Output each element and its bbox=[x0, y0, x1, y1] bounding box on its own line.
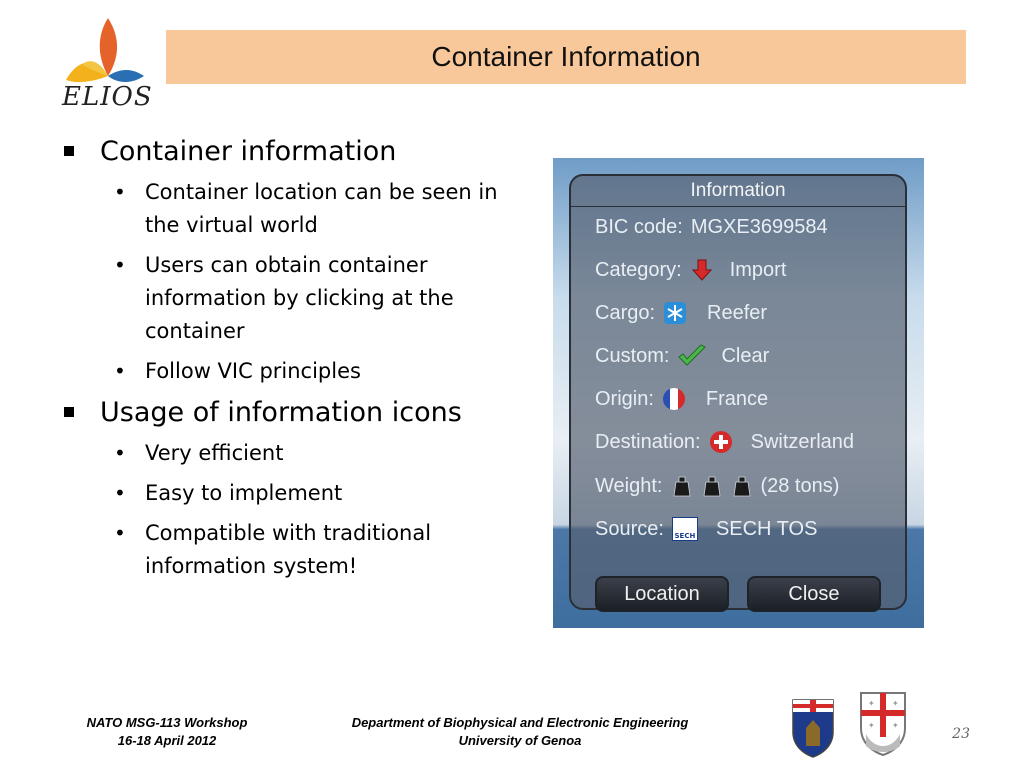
checkmark-icon bbox=[677, 344, 707, 368]
svg-text:✦: ✦ bbox=[868, 699, 875, 708]
bic-code-row: BIC code: MGXE3699584 bbox=[595, 215, 828, 238]
footer-department: Department of Biophysical and Electronic Engineering University of Genoa bbox=[351, 715, 689, 748]
page-title: Container Information bbox=[431, 41, 701, 72]
dot-bullet-icon: • bbox=[114, 359, 126, 383]
close-button[interactable]: Close bbox=[747, 576, 881, 612]
panel-header: Information bbox=[571, 176, 905, 207]
cargo-row: Cargo: Reefer bbox=[595, 301, 768, 324]
sub-bullet: • Easy to implement bbox=[62, 477, 512, 510]
switzerland-flag-icon bbox=[709, 430, 733, 454]
snowflake-icon bbox=[663, 301, 687, 325]
sech-logo-icon: SECH bbox=[672, 517, 698, 541]
category-row: Category: Import bbox=[595, 258, 787, 281]
source-row: Source: SECH SECH TOS bbox=[595, 517, 818, 540]
dot-bullet-icon: • bbox=[114, 180, 126, 204]
france-flag-icon bbox=[662, 387, 686, 411]
bullet-list bbox=[62, 134, 512, 590]
title-bar bbox=[166, 30, 966, 84]
bullet-usage-of-icons: Usage of information icons bbox=[62, 395, 512, 431]
sub-bullet: • Container location can be seen in the virtual world bbox=[62, 176, 512, 242]
footer-workshop: NATO MSG-113 Workshop 16-18 April 2012 bbox=[86, 715, 248, 748]
sub-bullet: • Compatible with traditional information system! bbox=[62, 517, 512, 583]
svg-text:✦: ✦ bbox=[892, 699, 899, 708]
square-bullet-icon bbox=[64, 146, 74, 156]
dot-bullet-icon: • bbox=[114, 481, 126, 505]
svg-text:✦: ✦ bbox=[868, 721, 875, 730]
svg-text:✦: ✦ bbox=[892, 721, 899, 730]
information-panel bbox=[569, 174, 907, 610]
virtual-world-screenshot bbox=[553, 158, 924, 628]
sub-bullet: • Users can obtain container information by clicking at the container bbox=[62, 249, 512, 348]
square-bullet-icon bbox=[64, 407, 74, 417]
import-arrow-icon bbox=[690, 258, 714, 282]
dot-bullet-icon: • bbox=[114, 253, 126, 277]
university-crest-icon bbox=[858, 690, 908, 756]
genoa-crest-icon bbox=[790, 696, 836, 758]
sub-bullet: • Very efficient bbox=[62, 437, 512, 470]
origin-row: Origin: France bbox=[595, 387, 769, 410]
weight-row: Weight: (28 tons) bbox=[595, 474, 840, 497]
custom-row: Custom: Clear bbox=[595, 344, 770, 367]
location-button[interactable]: Location bbox=[595, 576, 729, 612]
bullet-container-information: Container information bbox=[62, 134, 512, 170]
weight-icon bbox=[670, 474, 756, 498]
dot-bullet-icon: • bbox=[114, 521, 126, 545]
logo-text: ELIOS bbox=[62, 82, 153, 112]
page-number: 23 bbox=[952, 726, 970, 742]
dot-bullet-icon: • bbox=[114, 441, 126, 465]
destination-row: Destination: Switzerland bbox=[595, 430, 855, 453]
sub-bullet: • Follow VIC principles bbox=[62, 355, 512, 388]
